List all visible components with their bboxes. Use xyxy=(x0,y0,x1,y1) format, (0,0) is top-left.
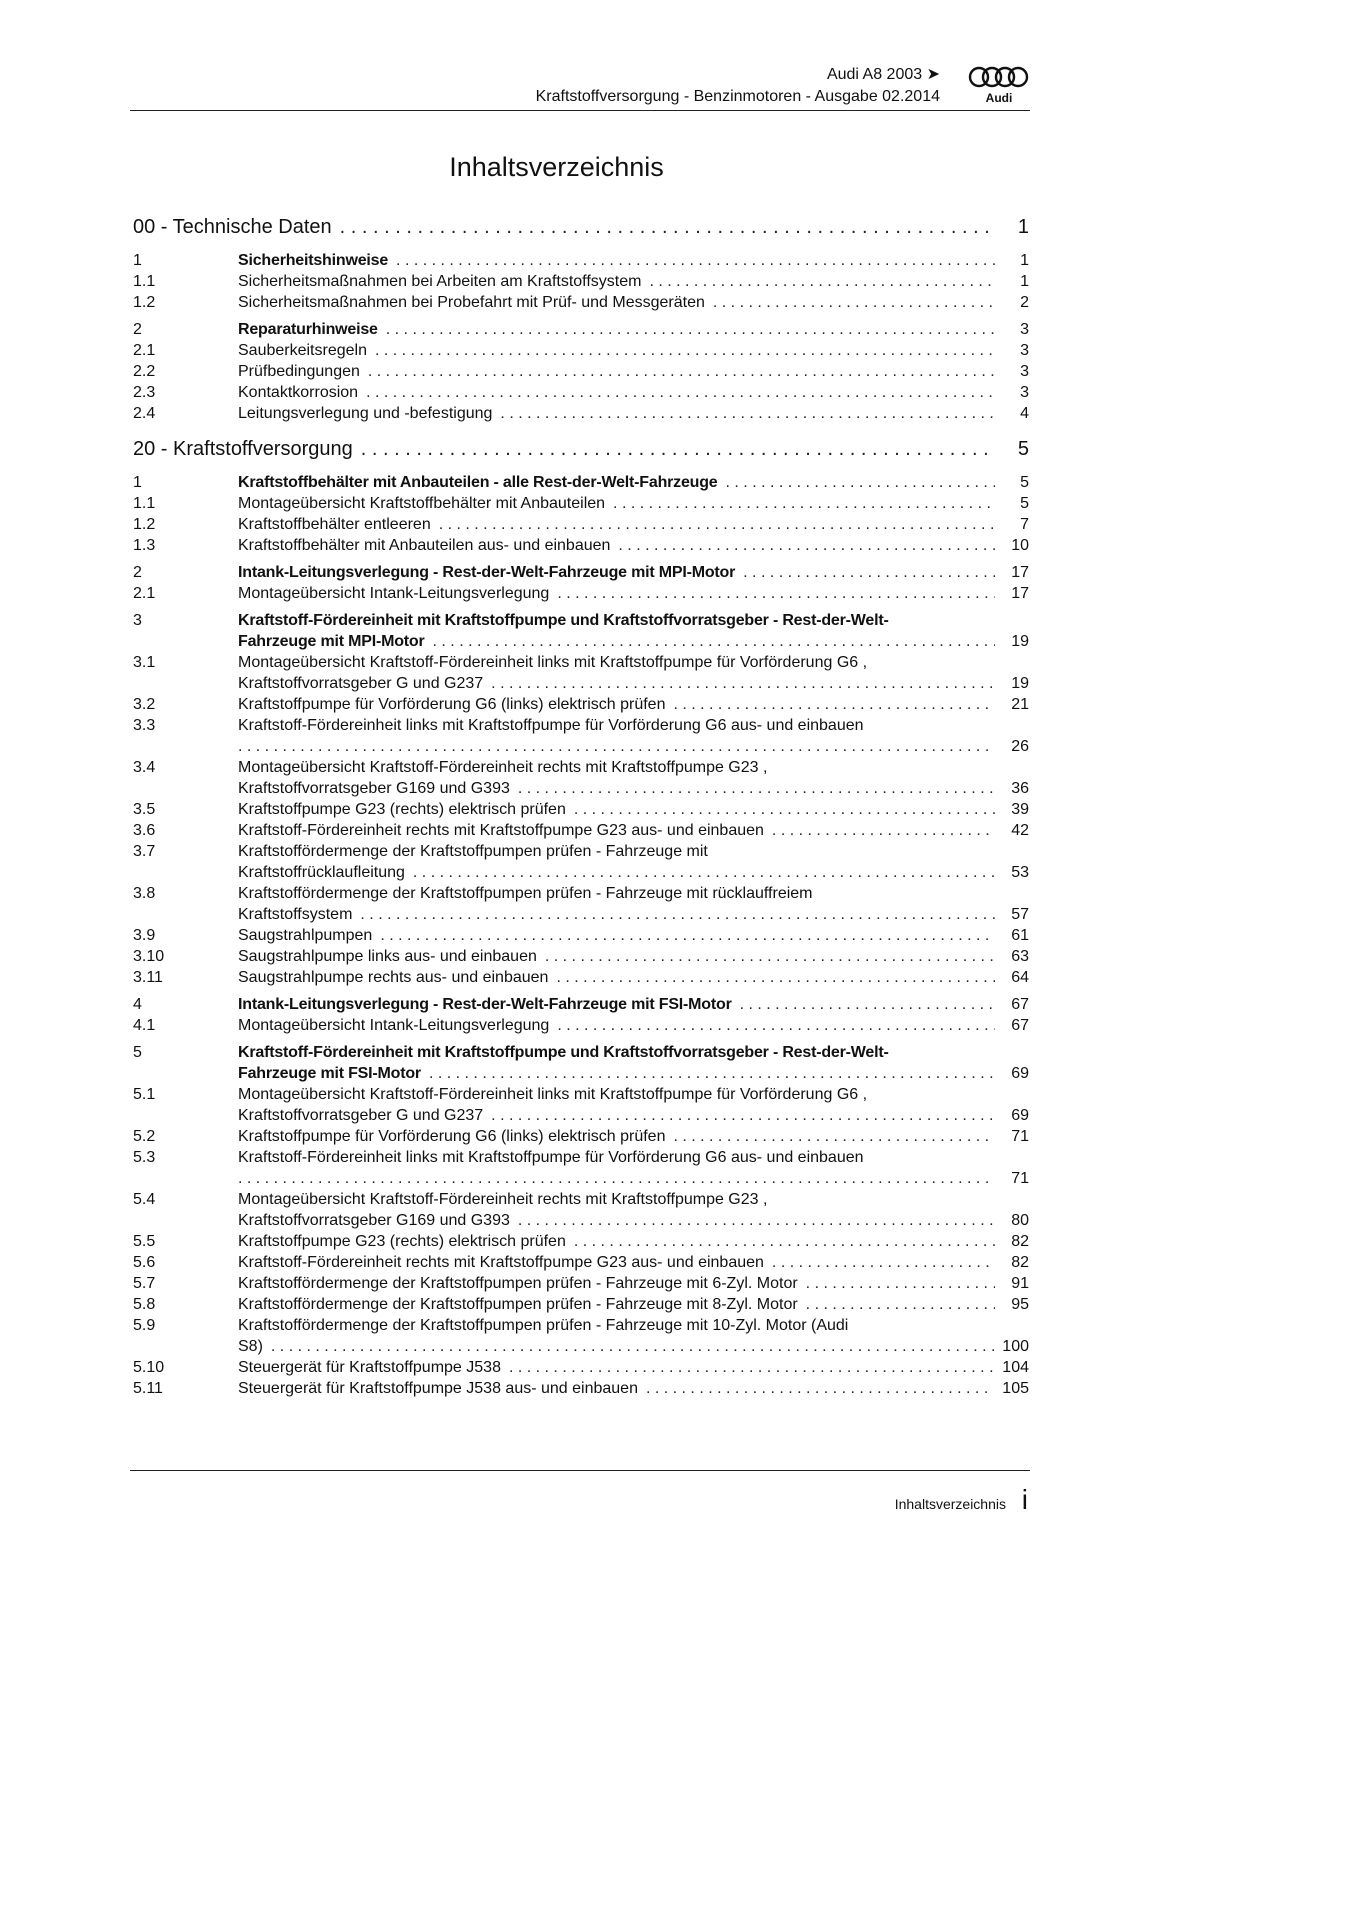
toc-page-number: 3 xyxy=(1020,384,1029,401)
toc-subsection[interactable] xyxy=(133,841,1029,883)
toc-page-number: 3 xyxy=(1020,363,1029,380)
toc-title: Leitungsverlegung und -befestigung xyxy=(238,405,493,422)
dot-leader xyxy=(396,250,995,271)
toc-title: Montageübersicht Kraftstoffbehälter mit Anbauteilen xyxy=(238,495,606,512)
toc-subsection[interactable] xyxy=(133,403,1029,424)
toc-page-number: 10 xyxy=(1011,537,1029,554)
toc-title: Kraftstoff-Fördereinheit mit Kraftstoffpumpe und Kraftstoffvorratsgeber - Rest-der-Welt- xyxy=(238,612,889,629)
toc-page-number: 3 xyxy=(1020,342,1029,359)
toc-title: Kraftstoffördermenge der Kraftstoffpumpen prüfen - Fahrzeuge mit xyxy=(238,843,708,860)
toc-title: Saugstrahlpumpe links aus- und einbauen xyxy=(238,948,537,965)
dot-leader xyxy=(368,361,995,382)
toc-title: Montageübersicht Kraftstoff-Fördereinheit links mit Kraftstoffpumpe für Vorförderung G6 , xyxy=(238,654,868,671)
toc-number: 3.1 xyxy=(133,654,156,671)
toc-subsection[interactable] xyxy=(133,1015,1029,1036)
toc-number: 1 xyxy=(133,474,142,491)
toc-page-number: 5 xyxy=(1020,495,1029,512)
toc-number: 2.4 xyxy=(133,405,156,422)
dot-leader xyxy=(439,514,995,535)
toc-number: 2.1 xyxy=(133,585,156,602)
toc-number: 2.1 xyxy=(133,342,156,359)
toc-title: Reparaturhinweise xyxy=(238,321,378,338)
toc-page-number: 67 xyxy=(1011,1017,1029,1034)
toc-section[interactable] xyxy=(133,610,1029,652)
dot-leader xyxy=(518,1210,995,1231)
toc-subsection[interactable] xyxy=(133,1273,1029,1294)
dot-leader xyxy=(413,862,995,883)
dot-leader xyxy=(518,778,995,799)
toc-page-number: 1 xyxy=(1020,252,1029,269)
dot-leader xyxy=(361,438,995,461)
toc-page-number: 105 xyxy=(1002,1380,1029,1397)
toc-page-number: 36 xyxy=(1011,780,1029,797)
dot-leader xyxy=(545,946,995,967)
toc-section[interactable] xyxy=(133,1042,1029,1084)
toc-number: 3.9 xyxy=(133,927,156,944)
toc-subsection[interactable] xyxy=(133,1294,1029,1315)
toc-subsection[interactable] xyxy=(133,1315,1029,1357)
toc-title: Kraftstoffvorratsgeber G und G237 xyxy=(238,1107,484,1124)
toc-page-number: 3 xyxy=(1020,321,1029,338)
dot-leader xyxy=(726,472,995,493)
toc-title: Kraftstoffvorratsgeber G169 und G393 xyxy=(238,780,510,797)
toc-number: 5.9 xyxy=(133,1317,156,1334)
toc-subsection[interactable] xyxy=(133,382,1029,403)
toc-number: 3.8 xyxy=(133,885,156,902)
toc-number: 1 xyxy=(133,252,142,269)
dot-leader xyxy=(366,382,995,403)
toc-title: Sicherheitsmaßnahmen bei Arbeiten am Kraftstoffsystem xyxy=(238,273,642,290)
toc-subsection[interactable] xyxy=(133,1126,1029,1147)
toc-page-number: 19 xyxy=(1011,633,1029,650)
toc-title: Kraftstoffördermenge der Kraftstoffpumpen prüfen - Fahrzeuge mit 6-Zyl. Motor xyxy=(238,1275,798,1292)
toc-subsection[interactable] xyxy=(133,820,1029,841)
toc-number: 1.2 xyxy=(133,516,156,533)
toc-page-number: 95 xyxy=(1011,1296,1029,1313)
toc-title: Kraftstoff-Fördereinheit rechts mit Kraftstoffpumpe G23 aus- und einbauen xyxy=(238,1254,764,1271)
toc-section[interactable] xyxy=(133,250,1029,271)
toc-number: 5.8 xyxy=(133,1296,156,1313)
toc-chapter[interactable] xyxy=(133,216,1029,244)
toc-page-number: 5 xyxy=(1020,474,1029,491)
toc-page-number: 2 xyxy=(1020,294,1029,311)
dot-leader xyxy=(509,1357,994,1378)
toc-page-number: 82 xyxy=(1011,1233,1029,1250)
dot-leader xyxy=(618,535,995,556)
toc-page-number: 21 xyxy=(1011,696,1029,713)
toc-page-number: 67 xyxy=(1011,996,1029,1013)
audi-logo xyxy=(968,64,1030,104)
toc-subsection[interactable] xyxy=(133,1231,1029,1252)
toc-section[interactable] xyxy=(133,562,1029,583)
dot-leader xyxy=(380,925,995,946)
dot-leader xyxy=(772,1252,995,1273)
toc-number: 3.11 xyxy=(133,969,163,986)
toc-title: Montageübersicht Kraftstoff-Fördereinheit rechts mit Kraftstoffpumpe G23 , xyxy=(238,759,768,776)
dot-leader xyxy=(360,904,995,925)
toc-subsection[interactable] xyxy=(133,883,1029,925)
toc-page-number: 100 xyxy=(1002,1338,1029,1355)
toc-subsection[interactable] xyxy=(133,1084,1029,1126)
toc-page-number: 7 xyxy=(1020,516,1029,533)
toc-number: 5.3 xyxy=(133,1149,156,1166)
toc-subsection[interactable] xyxy=(133,340,1029,361)
toc-title: Saugstrahlpumpen xyxy=(238,927,373,944)
toc-number: 4 xyxy=(133,996,142,1013)
toc-number: 5.1 xyxy=(133,1086,156,1103)
toc-number: 4.1 xyxy=(133,1017,156,1034)
toc-number: 5 xyxy=(133,1044,142,1061)
toc-subsection[interactable] xyxy=(133,1252,1029,1273)
toc-title: Kraftstoff-Fördereinheit links mit Kraftstoffpumpe für Vorförderung G6 aus- und einbauen xyxy=(238,717,864,734)
dot-leader xyxy=(713,292,995,313)
toc-title: Kraftstoffpumpe für Vorförderung G6 (links) elektrisch prüfen xyxy=(238,1128,666,1145)
dot-leader xyxy=(673,694,995,715)
toc-title: Sauberkeitsregeln xyxy=(238,342,367,359)
toc-title: Prüfbedingungen xyxy=(238,363,360,380)
toc-title: Montageübersicht Intank-Leitungsverlegung xyxy=(238,1017,550,1034)
toc-section[interactable] xyxy=(133,472,1029,493)
toc-title: Kontaktkorrosion xyxy=(238,384,359,401)
dot-leader xyxy=(433,631,995,652)
dot-leader xyxy=(386,319,995,340)
svg-text:Audi: Audi xyxy=(985,91,1013,104)
toc-page-number: 4 xyxy=(1020,405,1029,422)
dot-leader xyxy=(271,1336,994,1357)
toc-title: Kraftstoffbehälter mit Anbauteilen aus- und einbauen xyxy=(238,537,611,554)
toc-page-number: 57 xyxy=(1011,906,1029,923)
toc-subsection[interactable] xyxy=(133,694,1029,715)
toc-page-number: 80 xyxy=(1011,1212,1029,1229)
dot-leader xyxy=(740,994,995,1015)
toc-subsection[interactable] xyxy=(133,1147,1029,1189)
toc-number: 2.2 xyxy=(133,363,156,380)
toc-title: Kraftstoffördermenge der Kraftstoffpumpen prüfen - Fahrzeuge mit 8-Zyl. Motor xyxy=(238,1296,798,1313)
page-footer xyxy=(130,1470,1030,1515)
toc-subsection[interactable] xyxy=(133,925,1029,946)
toc-title: Steuergerät für Kraftstoffpumpe J538 xyxy=(238,1359,501,1376)
toc-title: 20 - Kraftstoffversorgung xyxy=(133,438,353,460)
footer-label: Inhaltsverzeichnis xyxy=(894,1496,1006,1512)
dot-leader xyxy=(574,1231,995,1252)
toc-title: Kraftstoffördermenge der Kraftstoffpumpen prüfen - Fahrzeuge mit 10-Zyl. Motor (Audi xyxy=(238,1317,849,1334)
toc-subsection[interactable] xyxy=(133,583,1029,604)
toc-number: 3 xyxy=(133,612,142,629)
toc-page-number: 64 xyxy=(1011,969,1029,986)
toc-subsection[interactable] xyxy=(133,715,1029,757)
page-title: Inhaltsverzeichnis xyxy=(449,152,664,182)
toc-number: 3.5 xyxy=(133,801,156,818)
toc-number: 5.11 xyxy=(133,1380,163,1397)
toc-number: 1.1 xyxy=(133,495,156,512)
toc-chapter[interactable] xyxy=(133,438,1029,466)
toc-subsection[interactable] xyxy=(133,652,1029,694)
toc-title: Montageübersicht Kraftstoff-Fördereinheit rechts mit Kraftstoffpumpe G23 , xyxy=(238,1191,768,1208)
toc-title: Fahrzeuge mit MPI-Motor xyxy=(238,633,425,650)
toc-subsection[interactable] xyxy=(133,361,1029,382)
toc-number: 3.4 xyxy=(133,759,156,776)
dot-leader xyxy=(649,271,995,292)
header-subtitle: Kraftstoffversorgung - Benzinmotoren - Ausgabe 02.2014 xyxy=(535,88,940,105)
toc-number: 1.2 xyxy=(133,294,156,311)
toc-title: Kraftstoffpumpe für Vorförderung G6 (links) elektrisch prüfen xyxy=(238,696,666,713)
toc-page-number: 19 xyxy=(1011,675,1029,692)
dot-leader xyxy=(557,1015,995,1036)
dot-leader xyxy=(613,493,995,514)
dot-leader xyxy=(646,1378,994,1399)
toc-page-number: 82 xyxy=(1011,1254,1029,1271)
dot-leader xyxy=(557,583,995,604)
toc-number: 3.2 xyxy=(133,696,156,713)
toc-title: Fahrzeuge mit FSI-Motor xyxy=(238,1065,421,1082)
toc-title: Kraftstoffpumpe G23 (rechts) elektrisch prüfen xyxy=(238,1233,566,1250)
page-header xyxy=(130,62,1030,110)
toc-title: Kraftstoffvorratsgeber G169 und G393 xyxy=(238,1212,510,1229)
toc-title: Kraftstoff-Fördereinheit mit Kraftstoffpumpe und Kraftstoffvorratsgeber - Rest-der-Welt- xyxy=(238,1044,889,1061)
toc-title: Kraftstoffbehälter entleeren xyxy=(238,516,431,533)
toc-subsection[interactable] xyxy=(133,946,1029,967)
toc-number: 5.4 xyxy=(133,1191,156,1208)
toc-page-number: 5 xyxy=(1017,438,1029,460)
table-of-contents xyxy=(133,210,1029,1399)
toc-number: 3.7 xyxy=(133,843,156,860)
toc-subsection[interactable] xyxy=(133,799,1029,820)
toc-title: Sicherheitshinweise xyxy=(238,252,389,269)
dot-leader xyxy=(743,562,995,583)
dot-leader xyxy=(429,1063,995,1084)
toc-subsection[interactable] xyxy=(133,514,1029,535)
toc-subsection[interactable] xyxy=(133,535,1029,556)
footer-rule xyxy=(130,1470,1030,1471)
toc-subsection[interactable] xyxy=(133,292,1029,313)
dot-leader xyxy=(238,736,995,757)
toc-page-number: 69 xyxy=(1011,1107,1029,1124)
header-rule xyxy=(130,110,1030,111)
toc-page-number: 71 xyxy=(1011,1170,1029,1187)
toc-title: Intank-Leitungsverlegung - Rest-der-Welt-Fahrzeuge mit FSI-Motor xyxy=(238,996,732,1013)
toc-subsection[interactable] xyxy=(133,967,1029,988)
toc-title: Kraftstoffbehälter mit Anbauteilen - alle Rest-der-Welt-Fahrzeuge xyxy=(238,474,718,491)
toc-title: Kraftstoff-Fördereinheit rechts mit Kraftstoffpumpe G23 aus- und einbauen xyxy=(238,822,764,839)
toc-title: Kraftstoffpumpe G23 (rechts) elektrisch prüfen xyxy=(238,801,566,818)
toc-page-number: 69 xyxy=(1011,1065,1029,1082)
dot-leader xyxy=(491,673,995,694)
toc-number: 5.5 xyxy=(133,1233,156,1250)
toc-page-number: 91 xyxy=(1011,1275,1029,1292)
dot-leader xyxy=(491,1105,995,1126)
toc-section[interactable] xyxy=(133,994,1029,1015)
toc-page-number: 42 xyxy=(1011,822,1029,839)
toc-title: Kraftstoff-Fördereinheit links mit Kraftstoffpumpe für Vorförderung G6 aus- und einbauen xyxy=(238,1149,864,1166)
toc-subsection[interactable] xyxy=(133,757,1029,799)
toc-title: Kraftstoffördermenge der Kraftstoffpumpen prüfen - Fahrzeuge mit rücklauffreiem xyxy=(238,885,813,902)
dot-leader xyxy=(340,216,995,239)
toc-number: 5.7 xyxy=(133,1275,156,1292)
dot-leader xyxy=(806,1294,995,1315)
toc-page-number: 1 xyxy=(1017,216,1029,238)
toc-page-number: 61 xyxy=(1011,927,1029,944)
dot-leader xyxy=(556,967,995,988)
toc-number: 1.1 xyxy=(133,273,156,290)
dot-leader xyxy=(375,340,995,361)
toc-title: Kraftstoffsystem xyxy=(238,906,353,923)
toc-number: 3.3 xyxy=(133,717,156,734)
toc-number: 5.10 xyxy=(133,1359,165,1376)
toc-title: Montageübersicht Kraftstoff-Fördereinheit links mit Kraftstoffpumpe für Vorförderung G6 , xyxy=(238,1086,868,1103)
toc-number: 2 xyxy=(133,321,142,338)
dot-leader xyxy=(574,799,995,820)
toc-page-number: 53 xyxy=(1011,864,1029,881)
toc-page-number: 17 xyxy=(1011,585,1029,602)
toc-title: Intank-Leitungsverlegung - Rest-der-Welt-Fahrzeuge mit MPI-Motor xyxy=(238,564,736,581)
toc-subsection[interactable] xyxy=(133,493,1029,514)
toc-page-number: 26 xyxy=(1011,738,1029,755)
toc-page-number: 104 xyxy=(1002,1359,1029,1376)
toc-title: S8) xyxy=(238,1338,263,1355)
toc-number: 1.3 xyxy=(133,537,156,554)
toc-page-number: 1 xyxy=(1020,273,1029,290)
toc-page-number: 17 xyxy=(1011,564,1029,581)
toc-subsection[interactable] xyxy=(133,271,1029,292)
toc-title: Saugstrahlpumpe rechts aus- und einbauen xyxy=(238,969,549,986)
toc-title: Kraftstoffrücklaufleitung xyxy=(238,864,405,881)
toc-page-number: 71 xyxy=(1011,1128,1029,1145)
dot-leader xyxy=(500,403,995,424)
toc-title: Steuergerät für Kraftstoffpumpe J538 aus- und einbauen xyxy=(238,1380,638,1397)
header-model: Audi A8 2003 ➤ xyxy=(826,66,940,83)
toc-subsection[interactable] xyxy=(133,1189,1029,1231)
toc-number: 2.3 xyxy=(133,384,156,401)
toc-number: 5.6 xyxy=(133,1254,156,1271)
dot-leader xyxy=(238,1168,995,1189)
footer-page-number: i xyxy=(1021,1484,1028,1515)
toc-title: Sicherheitsmaßnahmen bei Probefahrt mit Prüf- und Messgeräten xyxy=(238,294,705,311)
toc-section[interactable] xyxy=(133,319,1029,340)
toc-title: Kraftstoffvorratsgeber G und G237 xyxy=(238,675,484,692)
dot-leader xyxy=(673,1126,995,1147)
toc-number: 3.6 xyxy=(133,822,156,839)
toc-subsection[interactable] xyxy=(133,1378,1029,1399)
dot-leader xyxy=(806,1273,995,1294)
toc-number: 3.10 xyxy=(133,948,165,965)
toc-number: 5.2 xyxy=(133,1128,156,1145)
toc-page-number: 63 xyxy=(1011,948,1029,965)
toc-subsection[interactable] xyxy=(133,1357,1029,1378)
toc-title: Montageübersicht Intank-Leitungsverlegung xyxy=(238,585,550,602)
toc-title: 00 - Technische Daten xyxy=(133,216,332,238)
toc-page-number: 39 xyxy=(1011,801,1029,818)
dot-leader xyxy=(772,820,995,841)
toc-number: 2 xyxy=(133,564,142,581)
